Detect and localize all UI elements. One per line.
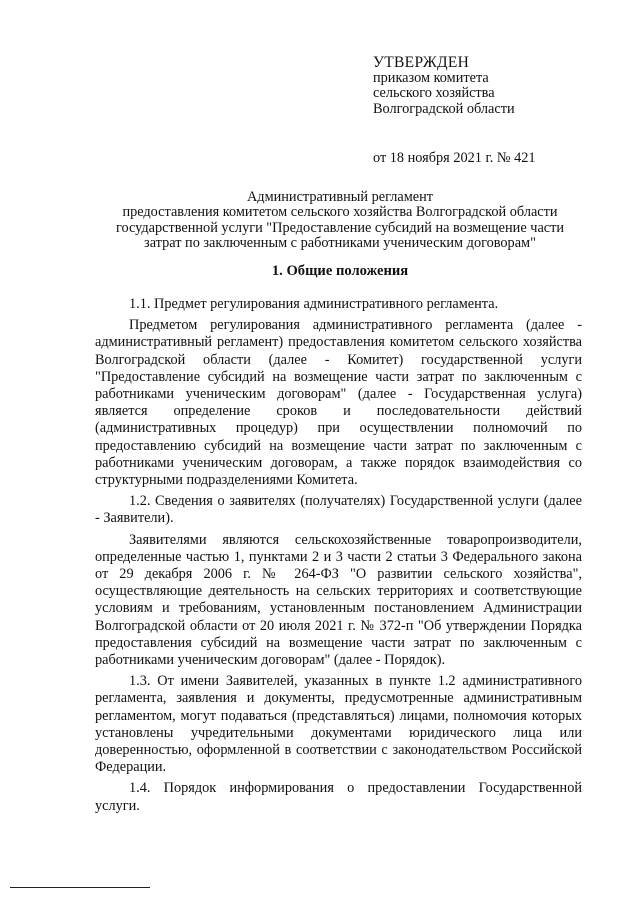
paragraph: 1.3. От имени Заявителей, указанных в пункте 1.2 административного регламента, заявления и документы, предусмотренные административным регламентом, могут подаваться (представляться) лицами, полномочия которых установлены учредительными документами юридического лица или доверенностью, оформленной в соответствии с законодательством Российской Федерации.	[95, 673, 582, 776]
document-body	[95, 296, 582, 819]
approval-stamp	[373, 55, 536, 167]
section-heading: 1. Общие положения	[271, 263, 409, 279]
order-date-number: от 18 ноября 2021 г. № 421	[373, 150, 536, 166]
approval-line: сельского хозяйства	[373, 85, 495, 101]
title-line: затрат по заключенным с работниками ученическим договорам"	[144, 235, 536, 252]
paragraph: 1.1. Предмет регулирования административного регламента.	[129, 296, 499, 312]
paragraph: 1.4. Порядок информирования о предоставлении Государственной услуги.	[95, 780, 582, 814]
paragraph: Заявителями являются сельскохозяйственные товаропроизводители, определенные частью 1, пунктами 2 и 3 части 2 статьи 3 Федерального закона от 29 декабря 2006 г. № 264-ФЗ "О развитии сельского хозяйства", осуществляющие деятельность на сельских территориях и соответствующие условиям и требованиям, установленным постановлением Администрации Волгоградской области от 20 июля 2021 г. № 372-п "Об утверждении Порядка предоставления субсидий на возмещение части затрат по заключенным с работниками ученическим договорам" (далее - Порядок).	[95, 531, 582, 669]
title-line: Административный регламент	[246, 189, 434, 205]
approval-heading: УТВЕРЖДЕН	[373, 54, 470, 71]
approval-line: приказом комитета	[373, 69, 489, 86]
title-line: предоставления комитетом сельского хозяйства Волгоградской области	[122, 204, 558, 221]
title-line: государственной услуги "Предоставление субсидий на возмещение части	[115, 219, 565, 236]
document-title	[90, 190, 590, 252]
approval-line: Волгоградской области	[373, 100, 515, 117]
footnote-separator	[10, 887, 150, 888]
paragraph: Предметом регулирования административного регламента (далее - административный регламент) предоставления комитетом сельского хозяйства Волгоградской области (далее - Комитет) государственной услуги "Предоставление субсидий на возмещение части затрат по заключенным с работниками ученическим договорам" (далее - Государственная услуга) является определение сроков и последовательности действий (административных процедур) при осуществлении полномочий по предоставлению субсидий на возмещение части затрат по заключенным с работниками ученическим договорам, а также порядок взаимодействия со структурными подразделениями Комитета.	[95, 317, 582, 489]
paragraph: 1.2. Сведения о заявителях (получателях) Государственной услуги (далее - Заявители).	[95, 493, 582, 527]
